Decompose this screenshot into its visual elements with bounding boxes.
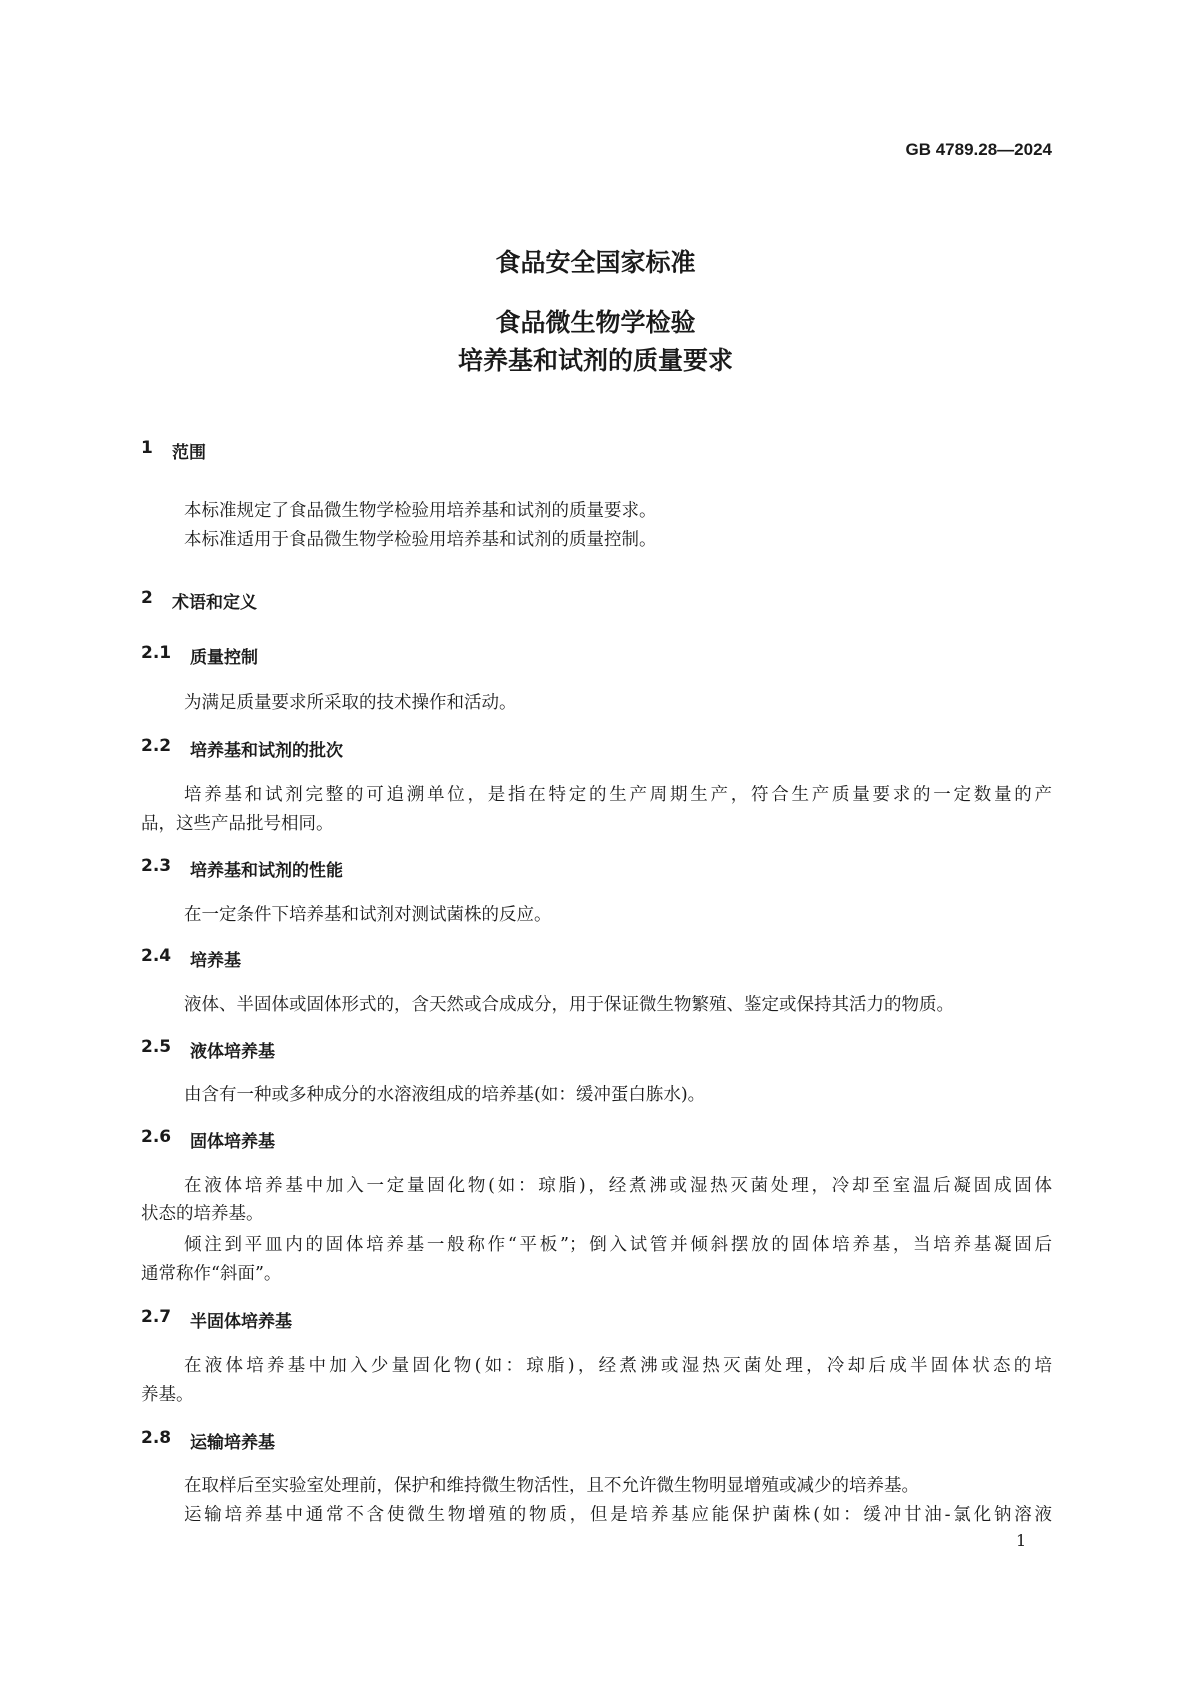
section-title: 运输培养基 — [190, 1433, 275, 1453]
paragraph-line: 在液体培养基中加入少量固化物(如：琼脂)，经煮沸或湿热灭菌处理，冷却后成半固体状态的培 — [184, 1356, 1052, 1376]
section-title: 培养基和试剂的批次 — [190, 741, 343, 761]
paragraph-line: 在取样后至实验室处理前，保护和维持微生物活性，且不允许微生物明显增殖或减少的培养基。 — [184, 1476, 919, 1496]
paragraph-line: 通常称作“斜面”。 — [141, 1264, 282, 1284]
section-title: 培养基和试剂的性能 — [190, 861, 343, 881]
document-subtitle: 培养基和试剂的质量要求 — [457, 346, 733, 375]
section-number: 2.8 — [141, 1428, 172, 1448]
section-number: 2.4 — [141, 946, 172, 966]
section-title: 培养基 — [190, 951, 241, 971]
paragraph-line: 液体、半固体或固体形式的，含天然或合成成分，用于保证微生物繁殖、鉴定或保持其活力的物质。 — [184, 995, 954, 1015]
section-number: 2.7 — [141, 1307, 172, 1327]
paragraph-line: 由含有一种或多种成分的水溶液组成的培养基(如：缓冲蛋白胨水)。 — [184, 1085, 706, 1105]
paragraph-line: 为满足质量要求所采取的技术操作和活动。 — [184, 693, 517, 713]
section-title: 固体培养基 — [190, 1132, 275, 1152]
document-code: GB 4789.28—2024 — [905, 140, 1052, 159]
paragraph-line: 在一定条件下培养基和试剂对测试菌株的反应。 — [184, 905, 552, 925]
section-title: 术语和定义 — [172, 593, 257, 613]
section-number: 2.1 — [141, 643, 172, 663]
section-title: 质量控制 — [190, 648, 258, 668]
paragraph-line: 培养基和试剂完整的可追溯单位，是指在特定的生产周期生产，符合生产质量要求的一定数量的产 — [184, 785, 1052, 805]
paragraph-line: 品，这些产品批号相同。 — [141, 814, 334, 834]
page-number: 1 — [1016, 1531, 1027, 1550]
section-number: 2.5 — [141, 1037, 172, 1057]
document-title: 食品微生物学检验 — [495, 308, 696, 337]
standard-title: 食品安全国家标准 — [495, 248, 696, 277]
paragraph-line: 养基。 — [141, 1385, 194, 1405]
section-number: 1 — [141, 438, 153, 458]
paragraph-line: 状态的培养基。 — [141, 1204, 264, 1224]
section-number: 2.3 — [141, 856, 172, 876]
paragraph-line: 本标准适用于食品微生物学检验用培养基和试剂的质量控制。 — [184, 530, 657, 550]
section-number: 2.6 — [141, 1127, 172, 1147]
paragraph-line: 运输培养基中通常不含使微生物增殖的物质，但是培养基应能保护菌株(如：缓冲甘油-氯化钠溶液 — [184, 1505, 1052, 1525]
section-title: 液体培养基 — [190, 1042, 275, 1062]
section-number: 2 — [141, 588, 153, 608]
section-title: 半固体培养基 — [190, 1312, 292, 1332]
paragraph-line: 本标准规定了食品微生物学检验用培养基和试剂的质量要求。 — [184, 501, 657, 521]
section-number: 2.2 — [141, 736, 172, 756]
paragraph-line: 在液体培养基中加入一定量固化物(如：琼脂)，经煮沸或湿热灭菌处理，冷却至室温后凝固成固体 — [184, 1176, 1052, 1196]
section-title: 范围 — [172, 443, 206, 463]
paragraph-line: 倾注到平皿内的固体培养基一般称作“平板”；倒入试管并倾斜摆放的固体培养基，当培养基凝固后 — [184, 1235, 1052, 1255]
